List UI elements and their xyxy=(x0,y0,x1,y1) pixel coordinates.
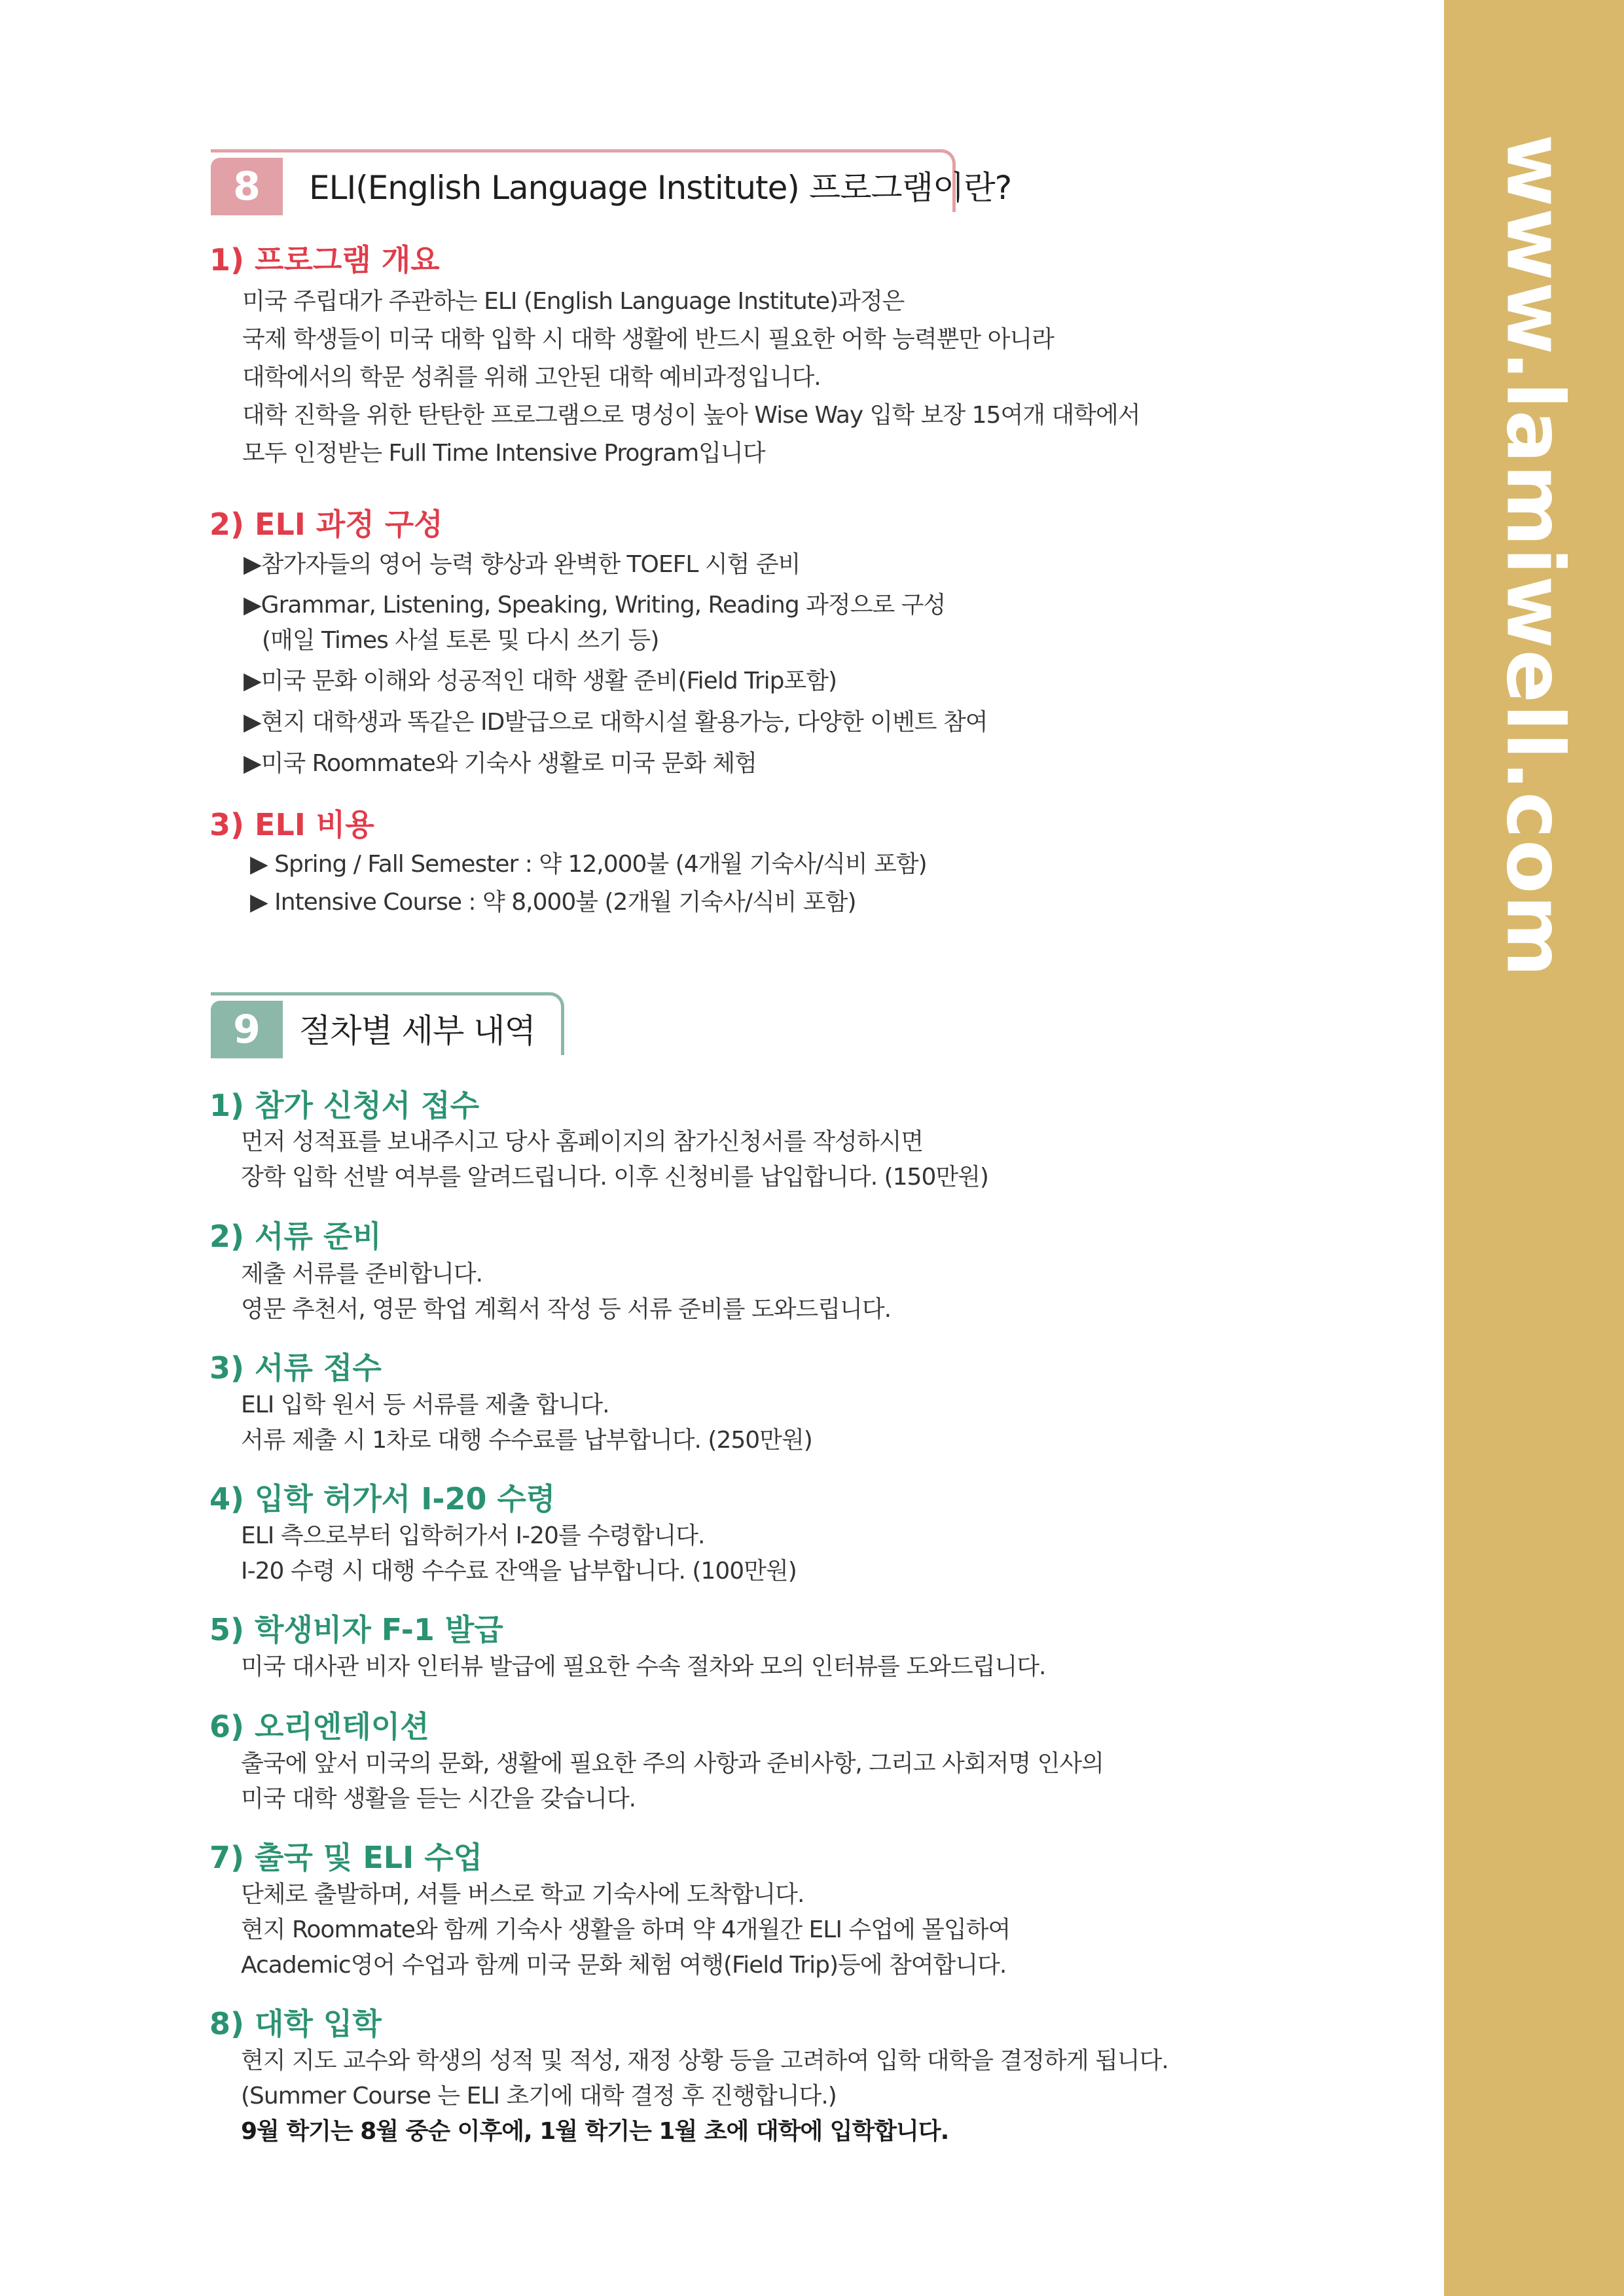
section-8-number: 8 xyxy=(211,158,283,215)
body-line: 모두 인정받는 Full Time Intensive Program입니다 xyxy=(242,440,765,467)
body-line: 장학 입학 선발 여부를 알려드립니다. 이후 신청비를 납입합니다. (150만원) xyxy=(241,1164,988,1191)
body-line: Academic영어 수업과 함께 미국 문화 체험 여행(Field Trip)등에 참여합니다. xyxy=(241,1952,1007,1979)
step-heading: 1) 참가 신청서 접수 xyxy=(209,1088,480,1123)
subsection-heading: 1) 프로그램 개요 xyxy=(209,242,440,278)
bullet-line: ▶미국 Roommate와 기숙사 생활로 미국 문화 체험 xyxy=(244,750,757,777)
body-line: ELI 측으로부터 입학허가서 I-20를 수령합니다. xyxy=(241,1522,705,1549)
body-line: (Summer Course 는 ELI 초기에 대학 결정 후 진행합니다.) xyxy=(241,2083,837,2109)
step-heading: 7) 출국 및 ELI 수업 xyxy=(209,1840,483,1875)
bullet-line: (매일 Times 사설 토론 및 다시 쓰기 등) xyxy=(262,627,659,654)
body-line: I-20 수령 시 대행 수수료 잔액을 납부합니다. (100만원) xyxy=(241,1558,797,1585)
body-line: 미국 주립대가 주관하는 ELI (English Language Institute)과정은 xyxy=(242,288,905,315)
section-8-title: ELI(English Language Institute) 프로그램이란? xyxy=(309,169,1012,207)
body-line: 국제 학생들이 미국 대학 입학 시 대학 생활에 반드시 필요한 어학 능력뿐만 아니라 xyxy=(242,326,1054,353)
body-line: 제출 서류를 준비합니다. xyxy=(241,1261,483,1287)
step-heading: 8) 대학 입학 xyxy=(209,2006,382,2041)
body-line: ELI 입학 원서 등 서류를 제출 합니다. xyxy=(241,1391,609,1418)
bullet-line: ▶ Intensive Course : 약 8,000불 (2개월 기숙사/식비 포함) xyxy=(250,889,856,916)
step-heading: 2) 서류 준비 xyxy=(209,1219,382,1254)
section-9-header xyxy=(211,992,564,1055)
body-line: 대학 진학을 위한 탄탄한 프로그램으로 명성이 높아 Wise Way 입학 보장 15여개 대학에서 xyxy=(242,402,1140,429)
body-line: 먼저 성적표를 보내주시고 당사 홈페이지의 참가신청서를 작성하시면 xyxy=(241,1128,924,1155)
body-line: 영문 추천서, 영문 학업 계획서 작성 등 서류 준비를 도와드립니다. xyxy=(241,1296,892,1323)
subsection-heading: 3) ELI 비용 xyxy=(209,807,374,842)
sidebar-url xyxy=(1444,0,1624,978)
body-line: 단체로 출발하며, 셔틀 버스로 학교 기숙사에 도착합니다. xyxy=(241,1881,804,1908)
body-line: 현지 Roommate와 함께 기숙사 생활을 하며 약 4개월간 ELI 수업에 몰입하여 xyxy=(241,1916,1011,1943)
bullet-line: ▶ Spring / Fall Semester : 약 12,000불 (4개월 기숙사/식비 포함) xyxy=(250,851,927,878)
body-line: 현지 지도 교수와 학생의 성적 및 적성, 재정 상황 등을 고려하여 입학 대학을 결정하게 됩니다. xyxy=(241,2047,1168,2074)
step-heading: 5) 학생비자 F-1 발급 xyxy=(209,1612,503,1647)
step-heading: 3) 서류 접수 xyxy=(209,1350,382,1386)
section-8-header xyxy=(211,149,1012,212)
body-line: 서류 제출 시 1차로 대행 수수료를 납부합니다. (250만원) xyxy=(241,1427,812,1454)
body-line: 미국 대학 생활을 듣는 시간을 갖습니다. xyxy=(241,1785,636,1812)
bullet-line: ▶참가자들의 영어 능력 향상과 완벽한 TOEFL 시험 준비 xyxy=(244,551,801,578)
website-url: www.lamiwell.com xyxy=(1489,134,1579,978)
bullet-line: ▶현지 대학생과 똑같은 ID발급으로 대학시설 활용가능, 다양한 이벤트 참여 xyxy=(244,709,988,736)
emphasis-line: 9월 학기는 8월 중순 이후에, 1월 학기는 1월 초에 대학에 입학합니다. xyxy=(241,2118,949,2145)
body-line: 출국에 앞서 미국의 문화, 생활에 필요한 주의 사항과 준비사항, 그리고 사회저명 인사의 xyxy=(241,1750,1104,1777)
step-heading: 4) 입학 허가서 I-20 수령 xyxy=(209,1481,556,1516)
subsection-heading: 2) ELI 과정 구성 xyxy=(209,507,443,542)
bullet-line: ▶미국 문화 이해와 성공적인 대학 생활 준비(Field Trip포함) xyxy=(244,668,837,694)
body-line: 미국 대사관 비자 인터뷰 발급에 필요한 수속 절차와 모의 인터뷰를 도와드립니다. xyxy=(241,1653,1046,1680)
section-9-title: 절차별 세부 내역 xyxy=(299,1012,535,1050)
bullet-line: ▶Grammar, Listening, Speaking, Writing, Reading 과정으로 구성 xyxy=(244,592,946,619)
step-heading: 6) 오리엔테이션 xyxy=(209,1709,429,1744)
section-9-number: 9 xyxy=(211,1001,283,1058)
body-line: 대학에서의 학문 성취를 위해 고안된 대학 예비과정입니다. xyxy=(242,364,821,391)
